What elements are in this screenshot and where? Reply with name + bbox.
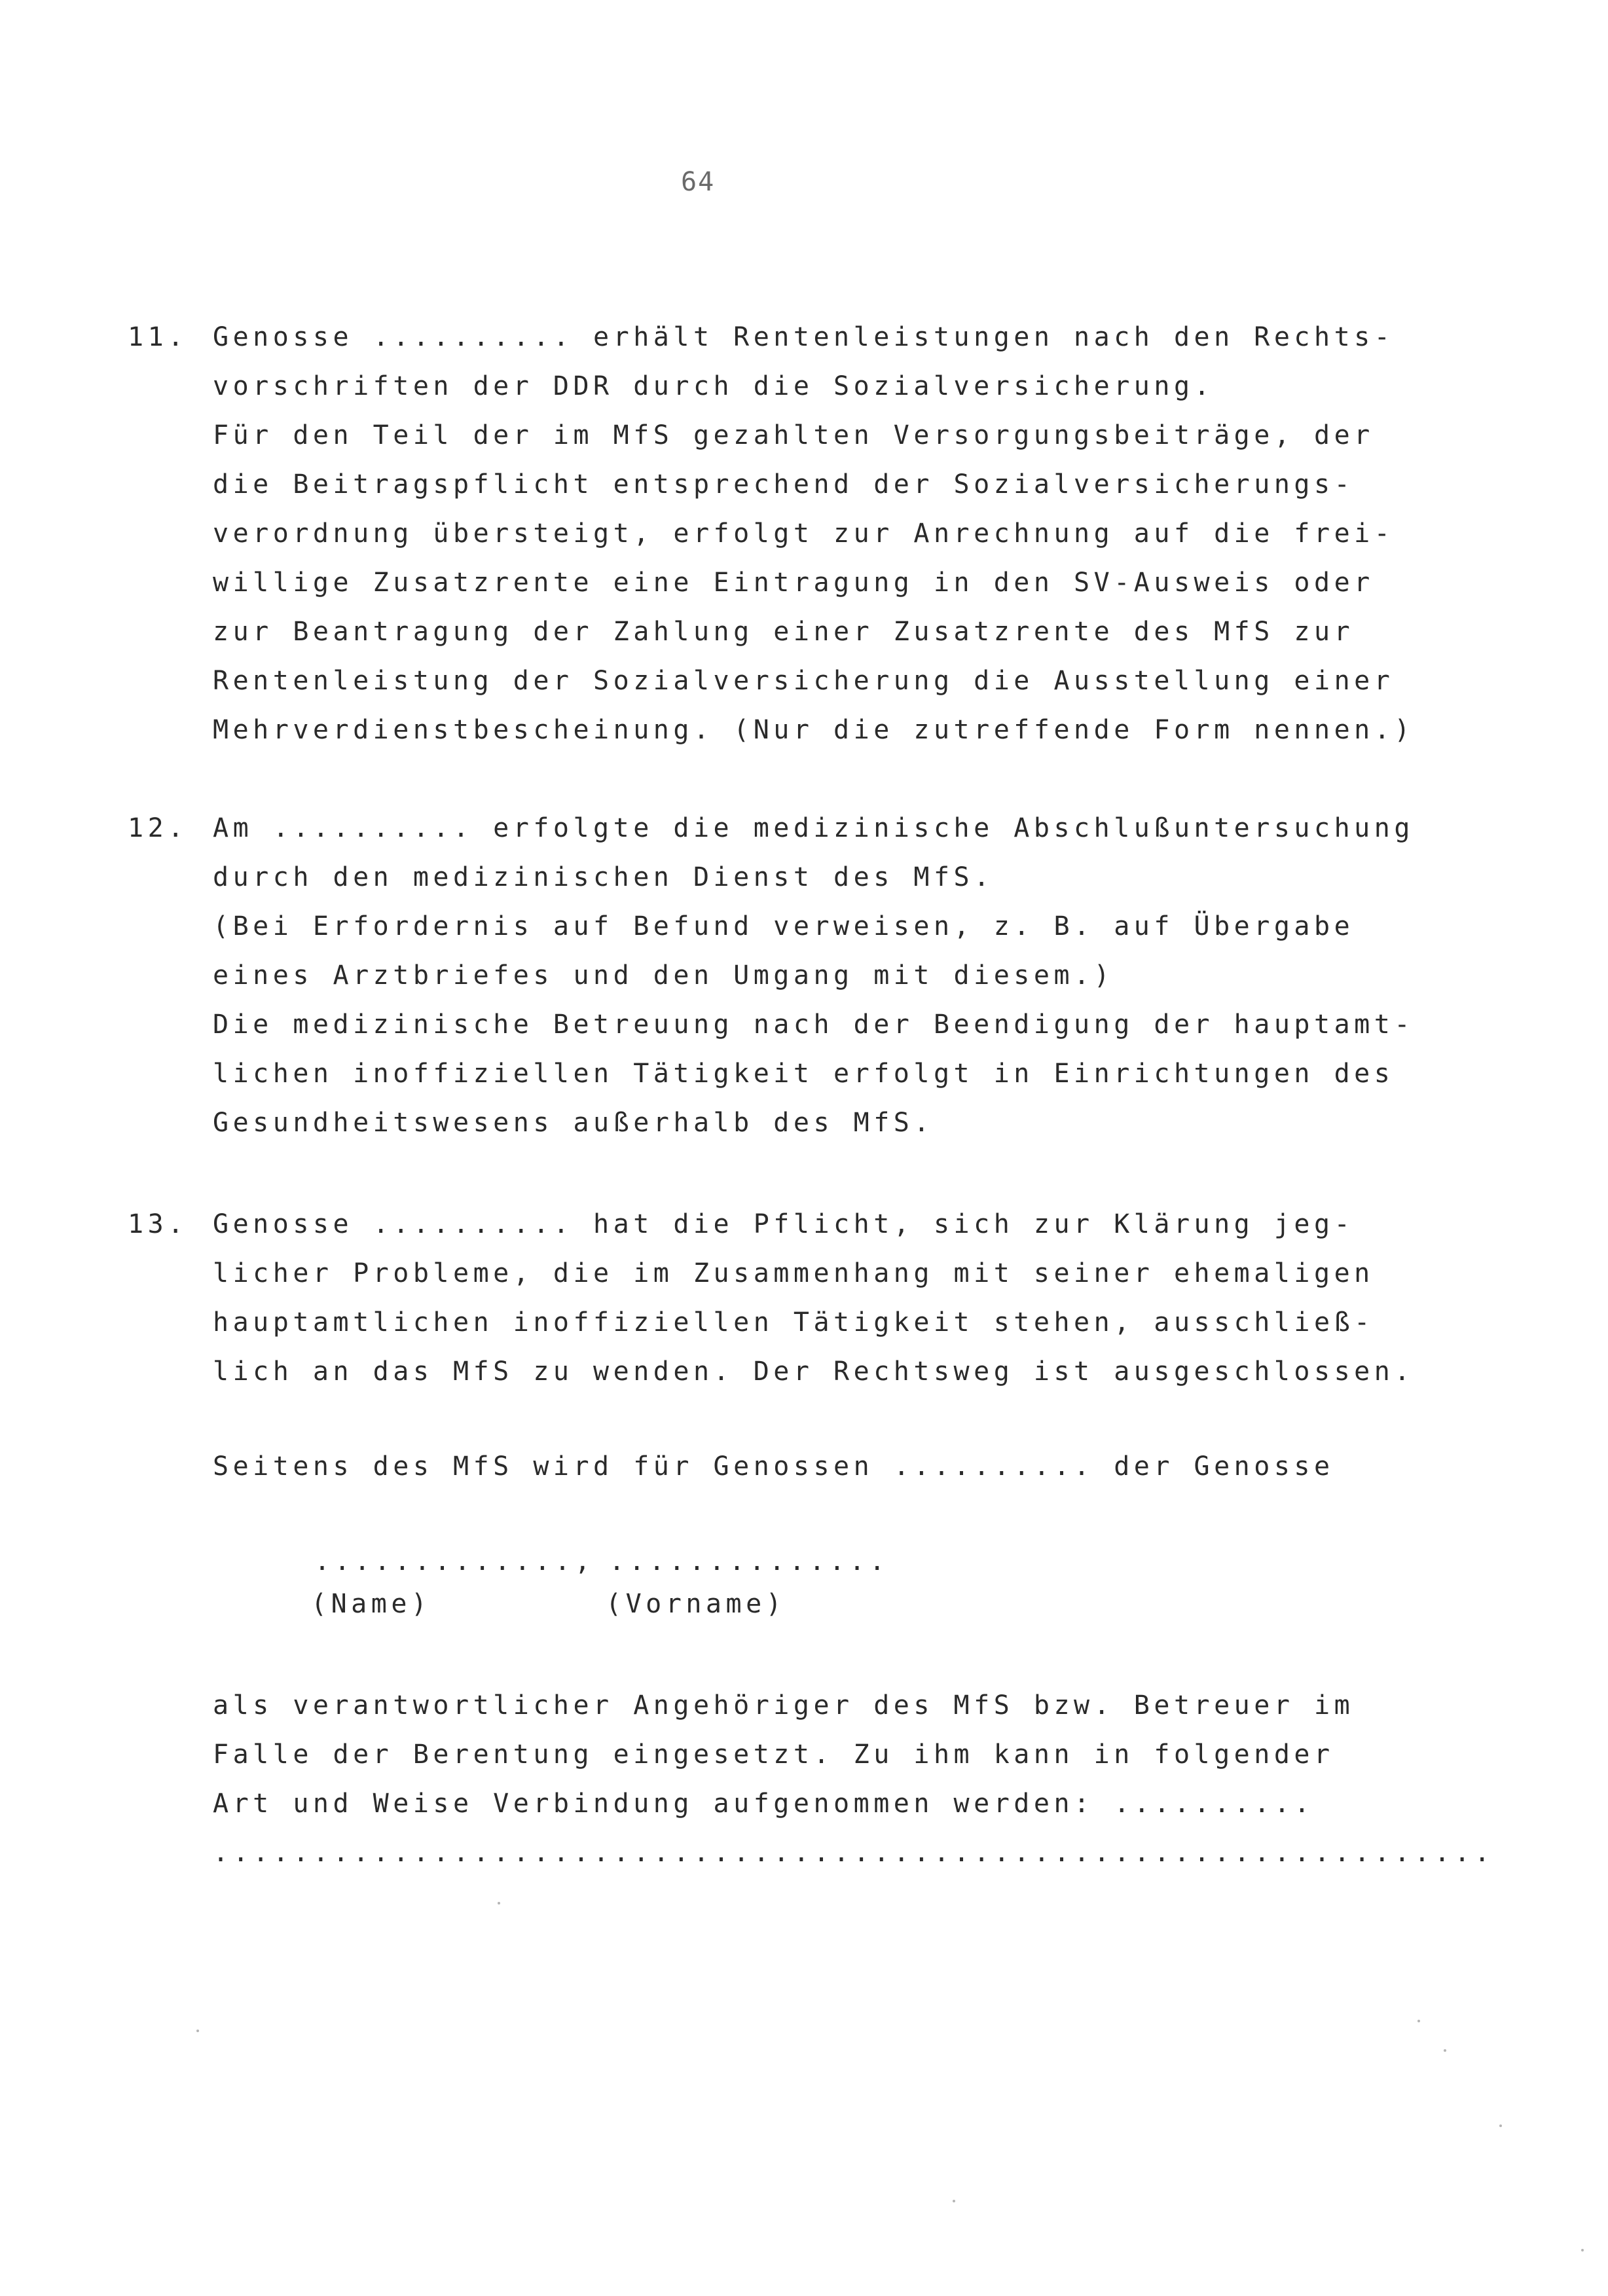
section-12-line: Gesundheitswesens außerhalb des MfS.: [213, 1108, 934, 1138]
section-13-line: hauptamtlichen inoffiziellen Tätigkeit stehen, ausschließ-: [213, 1307, 1374, 1338]
section-12-line: durch den medizinischen Dienst des MfS.: [213, 862, 994, 892]
section-11-line: die Beitragspflicht entsprechend der Sozialversicherungs-: [213, 469, 1355, 500]
section-12-line: eines Arztbriefes und den Umgang mit diesem.): [213, 960, 1114, 991]
page-number: 64: [681, 167, 716, 197]
section-11-line: zur Beantragung der Zahlung einer Zusatzrente des MfS zur: [213, 617, 1355, 647]
vorname-label: (Vorname): [606, 1589, 786, 1619]
closing-intro-line: Seitens des MfS wird für Genossen .......... der Genosse: [213, 1451, 1334, 1482]
section-12-line: lichen inoffiziellen Tätigkeit erfolgt in Einrichtungen des: [213, 1059, 1395, 1089]
section-11-line: Genosse .......... erhält Rentenleistungen nach den Rechts-: [213, 322, 1395, 352]
scan-speck: [1499, 2124, 1502, 2127]
section-13-line: licher Probleme, die im Zusammenhang mit seiner ehemaligen: [213, 1258, 1374, 1288]
section-13-line: Genosse .......... hat die Pflicht, sich zur Klärung jeg-: [213, 1209, 1355, 1239]
closing-line: Falle der Berentung eingesetzt. Zu ihm kann in folgender: [213, 1740, 1334, 1770]
section-number-12: 12.: [128, 813, 188, 843]
section-11-line: Für den Teil der im MfS gezahlten Versorgungsbeiträge, der: [213, 420, 1374, 450]
section-12-line: (Bei Erfordernis auf Befund verweisen, z. B. auf Übergabe: [213, 911, 1355, 941]
vorname-blank: ..............: [609, 1546, 890, 1576]
scan-speck: [953, 2200, 955, 2202]
section-13-line: lich an das MfS zu wenden. Der Rechtsweg ist ausgeschlossen.: [213, 1357, 1414, 1387]
section-11-line: Rentenleistung der Sozialversicherung die Ausstellung einer: [213, 666, 1395, 696]
scan-speck: [196, 2030, 199, 2032]
closing-dotted-line: ................................................................: [213, 1838, 1495, 1868]
scan-speck: [498, 1902, 500, 1904]
section-11-line: willige Zusatzrente eine Eintragung in den SV-Ausweis oder: [213, 568, 1374, 598]
closing-line: Art und Weise Verbindung aufgenommen werden: ..........: [213, 1789, 1315, 1819]
scan-speck: [1444, 2049, 1446, 2052]
scan-speck: [1417, 2020, 1420, 2022]
section-11-line: Mehrverdienstbescheinung. (Nur die zutreffende Form nennen.): [213, 715, 1414, 745]
section-12-line: Die medizinische Betreuung nach der Beendigung der hauptamt-: [213, 1010, 1414, 1040]
closing-line: als verantwortlicher Angehöriger des MfS bzw. Betreuer im: [213, 1690, 1355, 1721]
section-11-line: vorschriften der DDR durch die Sozialversicherung.: [213, 371, 1215, 401]
scan-speck: [1581, 2249, 1584, 2251]
name-label: (Name): [311, 1589, 431, 1619]
section-12-line: Am .......... erfolgte die medizinische Abschlußuntersuchung: [213, 813, 1414, 843]
section-number-11: 11.: [128, 322, 188, 352]
section-11-line: verordnung übersteigt, erfolgt zur Anrechnung auf die frei-: [213, 519, 1395, 549]
name-blank: .............,: [314, 1546, 595, 1576]
section-number-13: 13.: [128, 1209, 188, 1239]
